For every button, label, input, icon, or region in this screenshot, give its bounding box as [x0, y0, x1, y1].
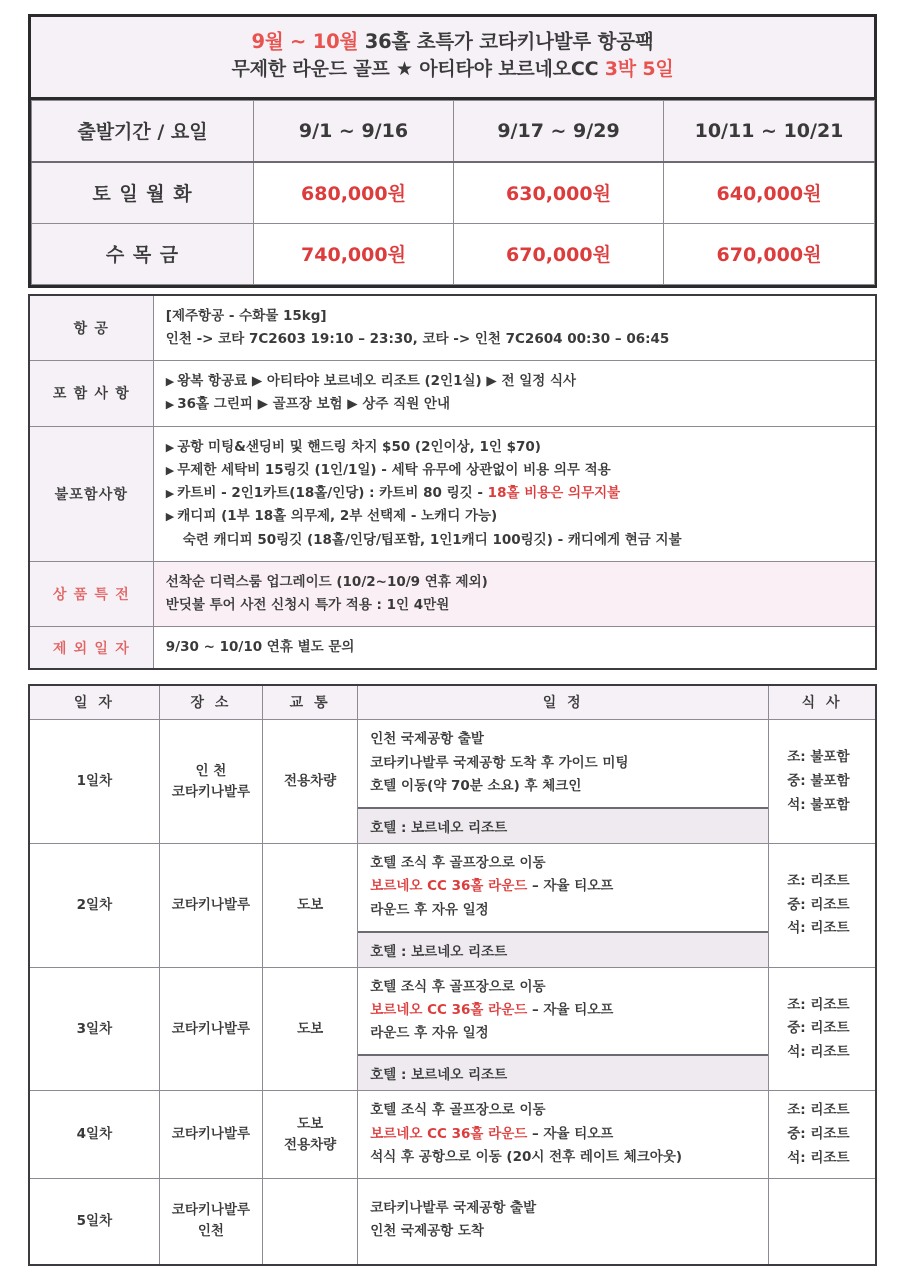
- info-label-air: 항 공: [29, 295, 153, 361]
- excluded-line-2-text: 무제한 세탁비 15링깃 (1인/1일) - 세탁 유무에 상관없이 비용 의무 적용: [177, 461, 611, 478]
- benefit-line-2: 반딧불 투어 사전 신청시 특가 적용 : 1인 4만원: [165, 597, 450, 613]
- schedule-line-2-red: 보르네오 CC 36홀 라운드: [370, 1001, 528, 1018]
- schedule-line-2: [370, 1220, 758, 1243]
- info-row-excluded-dates: [29, 627, 876, 670]
- excluded-line-1-text: 공항 미팅&샌딩비 및 핸드링 차지 $50 (2인이상, 1인 $70): [177, 438, 541, 455]
- price-header-period-2: 9/17 ~ 9/29: [454, 100, 664, 162]
- info-body-included: [153, 361, 876, 426]
- schedule-cell: [358, 1091, 769, 1179]
- itinerary-body: [29, 720, 876, 1265]
- place-line-1: 코타키나발루: [171, 1126, 251, 1143]
- price-block: [28, 14, 877, 288]
- title-period: 9월 ~ 10월: [251, 30, 359, 53]
- price-weekend-3: 640,000원: [664, 162, 875, 224]
- day-label: 1일차: [29, 720, 159, 844]
- title-line-2: [35, 56, 870, 84]
- place-cell: [159, 967, 262, 1091]
- table-row: [29, 1091, 876, 1179]
- schedule-cell: [358, 844, 769, 968]
- price-row-weekday: [32, 223, 875, 284]
- price-row-weekend: [32, 162, 875, 224]
- meal-lunch: 중: 리조트: [787, 1020, 850, 1037]
- page-title: [31, 17, 874, 100]
- bullet-icon: ▶: [165, 398, 175, 412]
- transport-cell: [263, 844, 358, 968]
- price-table: [31, 100, 875, 285]
- price-weekday-2: 670,000원: [454, 223, 664, 284]
- meal-lunch: 중: 리조트: [787, 1125, 850, 1142]
- info-label-excluded: 불포함사항: [29, 426, 153, 561]
- day-label: 2일차: [29, 844, 159, 968]
- info-body-excluded-dates: [153, 627, 876, 670]
- transport-line-1: 도보: [297, 1020, 324, 1037]
- meal-cell: [769, 720, 876, 844]
- price-header-period-1: 9/1 ~ 9/16: [254, 100, 454, 162]
- price-row-weekend-label: 토 일 월 화: [32, 162, 254, 224]
- excluded-line-5: 숙련 캐디피 50링깃 (18홀/인당/팁포함, 1인1캐디 100링깃) - 캐디에게 현금 지불: [182, 531, 682, 548]
- transport-cell: [263, 967, 358, 1091]
- info-label-included: 포 함 사 항: [29, 361, 153, 426]
- included-line-2: [166, 393, 865, 416]
- meal-cell: [769, 967, 876, 1091]
- schedule-main: [358, 968, 768, 1055]
- price-weekday-3: 670,000원: [664, 223, 875, 284]
- title-line-2-main: 무제한 라운드 골프 ★ 아티타야 보르네오CC: [231, 58, 605, 81]
- table-row: [29, 720, 876, 844]
- bullet-icon: ▶: [165, 440, 175, 454]
- excluded-line-3: [166, 482, 865, 505]
- place-line-1: 코타키나발루: [171, 896, 251, 913]
- price-weekday-1: 740,000원: [254, 223, 454, 284]
- schedule-line-1: 호텔 조식 후 골프장으로 이동: [370, 1102, 546, 1119]
- schedule-line-2: [370, 752, 758, 775]
- place-line-1: 인 천: [195, 762, 227, 779]
- bullet-icon: ▶: [165, 487, 175, 501]
- price-row-weekday-label: 수 목 금: [32, 223, 254, 284]
- itinerary-header-row: [29, 685, 876, 720]
- schedule-main: [358, 720, 768, 807]
- table-row: [29, 967, 876, 1091]
- meal-lunch: 중: 리조트: [787, 896, 850, 913]
- itinerary-header-meal: 식 사: [769, 685, 876, 720]
- schedule-line-2: [370, 875, 758, 898]
- info-row-excluded: [29, 426, 876, 561]
- transport-line-2: 전용차량: [284, 1136, 337, 1153]
- schedule-line-2-post: – 자율 티오프: [527, 1001, 614, 1018]
- schedule-line-3: 호텔 이동(약 70분 소요) 후 체크인: [370, 777, 582, 794]
- meal-cell: [769, 844, 876, 968]
- price-weekend-2: 630,000원: [454, 162, 664, 224]
- info-label-benefit: 상 품 특 전: [29, 561, 153, 626]
- itinerary-header-schedule: 일 정: [358, 685, 769, 720]
- place-line-1: 코타키나발루: [171, 1202, 251, 1219]
- schedule-line-1: 코타키나발루 국제공항 출발: [370, 1200, 537, 1217]
- hotel-row: 호텔 : 보르네오 리조트: [358, 807, 768, 843]
- schedule-cell: [358, 720, 769, 844]
- schedule-main: [358, 844, 768, 931]
- meal-dinner: 석: 리조트: [787, 1149, 850, 1166]
- schedule-line-2-red: 보르네오 CC 36홀 라운드: [370, 1125, 528, 1142]
- itinerary-header-place: 장 소: [159, 685, 262, 720]
- schedule-cell: [358, 1179, 769, 1265]
- info-body-excluded: [153, 426, 876, 561]
- place-cell: [159, 1091, 262, 1179]
- meal-breakfast: 조: 리조트: [787, 1102, 850, 1119]
- itinerary-table: [28, 684, 877, 1265]
- place-line-2: 인천: [197, 1223, 224, 1240]
- info-table: [28, 294, 877, 671]
- schedule-line-2-pre: 인천 국제공항 도착: [370, 1223, 484, 1240]
- schedule-line-1: 인천 국제공항 출발: [370, 731, 484, 748]
- meal-breakfast: 조: 불포함: [787, 749, 850, 766]
- transport-line-1: 전용차량: [284, 773, 337, 790]
- info-body-air: [153, 295, 876, 361]
- info-label-excluded-dates: 제 외 일 자: [29, 627, 153, 670]
- info-row-air: [29, 295, 876, 361]
- meal-cell: [769, 1091, 876, 1179]
- info-body-benefit: [153, 561, 876, 626]
- transport-cell: [263, 720, 358, 844]
- title-duration: 3박 5일: [604, 58, 674, 81]
- transport-cell: [263, 1179, 358, 1265]
- day-label: 3일차: [29, 967, 159, 1091]
- itinerary-header-day: 일 자: [29, 685, 159, 720]
- schedule-main: [358, 1091, 768, 1178]
- meal-dinner: 석: 리조트: [787, 920, 850, 937]
- meal-breakfast: 조: 리조트: [787, 872, 850, 889]
- bullet-icon: ▶: [165, 375, 175, 389]
- hotel-row: 호텔 : 보르네오 리조트: [358, 1054, 768, 1090]
- meal-breakfast: 조: 리조트: [787, 996, 850, 1013]
- schedule-line-2: [370, 999, 758, 1022]
- excluded-line-1: [166, 436, 865, 459]
- schedule-line-3: 라운드 후 자유 일정: [370, 901, 489, 918]
- table-row: [29, 844, 876, 968]
- price-header-row: [32, 100, 875, 162]
- info-row-benefit: [29, 561, 876, 626]
- excluded-line-2: [166, 459, 865, 482]
- place-cell: [159, 720, 262, 844]
- excluded-line-3-text: 카트비 - 2인1카트(18홀/인당) : 카트비 80 링깃 -: [177, 485, 488, 502]
- included-line-2-text: 36홀 그린피 ▶ 골프장 보험 ▶ 상주 직원 안내: [177, 396, 451, 413]
- schedule-line-2-red: 보르네오 CC 36홀 라운드: [370, 878, 528, 895]
- schedule-line-2-pre: 코타키나발루 국제공항 도착 후 가이드 미팅: [370, 754, 629, 771]
- hotel-row: 호텔 : 보르네오 리조트: [358, 931, 768, 967]
- schedule-line-2-post: – 자율 티오프: [527, 1125, 614, 1142]
- meal-dinner: 석: 리조트: [787, 1043, 850, 1060]
- excluded-line-3-highlight: 18홀 비용은 의무지불: [487, 485, 621, 502]
- meal-lunch: 중: 불포함: [787, 772, 850, 789]
- schedule-line-3: 석식 후 공항으로 이동 (20시 전후 레이트 체크아웃): [370, 1148, 683, 1165]
- included-line-1: [166, 370, 865, 393]
- transport-line-1: 도보: [297, 1115, 324, 1132]
- schedule-line-2: [370, 1123, 758, 1146]
- place-line-1: 코타키나발루: [171, 1020, 251, 1037]
- itinerary-header-transport: 교 통: [263, 685, 358, 720]
- info-row-included: [29, 361, 876, 426]
- schedule-cell: [358, 967, 769, 1091]
- schedule-line-2-post: – 자율 티오프: [527, 878, 614, 895]
- excluded-line-4-text: 캐디피 (1부 18홀 의무제, 2부 선택제 - 노캐디 가능): [177, 508, 498, 525]
- excluded-line-4: [166, 505, 865, 528]
- price-header-label: 출발기간 / 요일: [32, 100, 254, 162]
- place-line-2: 코타키나발루: [171, 783, 251, 800]
- place-cell: [159, 1179, 262, 1265]
- place-cell: [159, 844, 262, 968]
- day-label: 4일차: [29, 1091, 159, 1179]
- bullet-icon: ▶: [165, 510, 175, 524]
- title-line-1-rest: 36홀 초특가 코타키나발루 항공팩: [358, 30, 654, 53]
- meal-dinner: 석: 불포함: [787, 796, 850, 813]
- transport-line-1: 도보: [297, 896, 324, 913]
- schedule-line-1: 호텔 조식 후 골프장으로 이동: [370, 855, 546, 872]
- air-line-2: 인천 -> 코타 7C2603 19:10 – 23:30, 코타 -> 인천 7C2604 00:30 – 06:45: [165, 331, 670, 348]
- transport-cell: [263, 1091, 358, 1179]
- title-line-1: [35, 28, 870, 56]
- meal-cell: [769, 1179, 876, 1265]
- air-line-1: [제주항공 - 수화물 15kg]: [165, 307, 327, 324]
- schedule-line-1: 호텔 조식 후 골프장으로 이동: [370, 978, 546, 995]
- included-line-1-text: 왕복 항공료 ▶ 아티타야 보르네오 리조트 (2인1실) ▶ 전 일정 식사: [177, 373, 577, 390]
- schedule-main: [358, 1179, 768, 1263]
- benefit-line-1: 선착순 디럭스룸 업그레이드 (10/2~10/9 연휴 제외): [165, 573, 488, 590]
- price-weekend-1: 680,000원: [254, 162, 454, 224]
- table-row: [29, 1179, 876, 1265]
- day-label: 5일차: [29, 1179, 159, 1265]
- excluded-dates-line-1: 9/30 ~ 10/10 연휴 별도 문의: [165, 639, 355, 656]
- schedule-line-3: 라운드 후 자유 일정: [370, 1025, 489, 1042]
- price-header-period-3: 10/11 ~ 10/21: [664, 100, 875, 162]
- bullet-icon: ▶: [165, 463, 175, 477]
